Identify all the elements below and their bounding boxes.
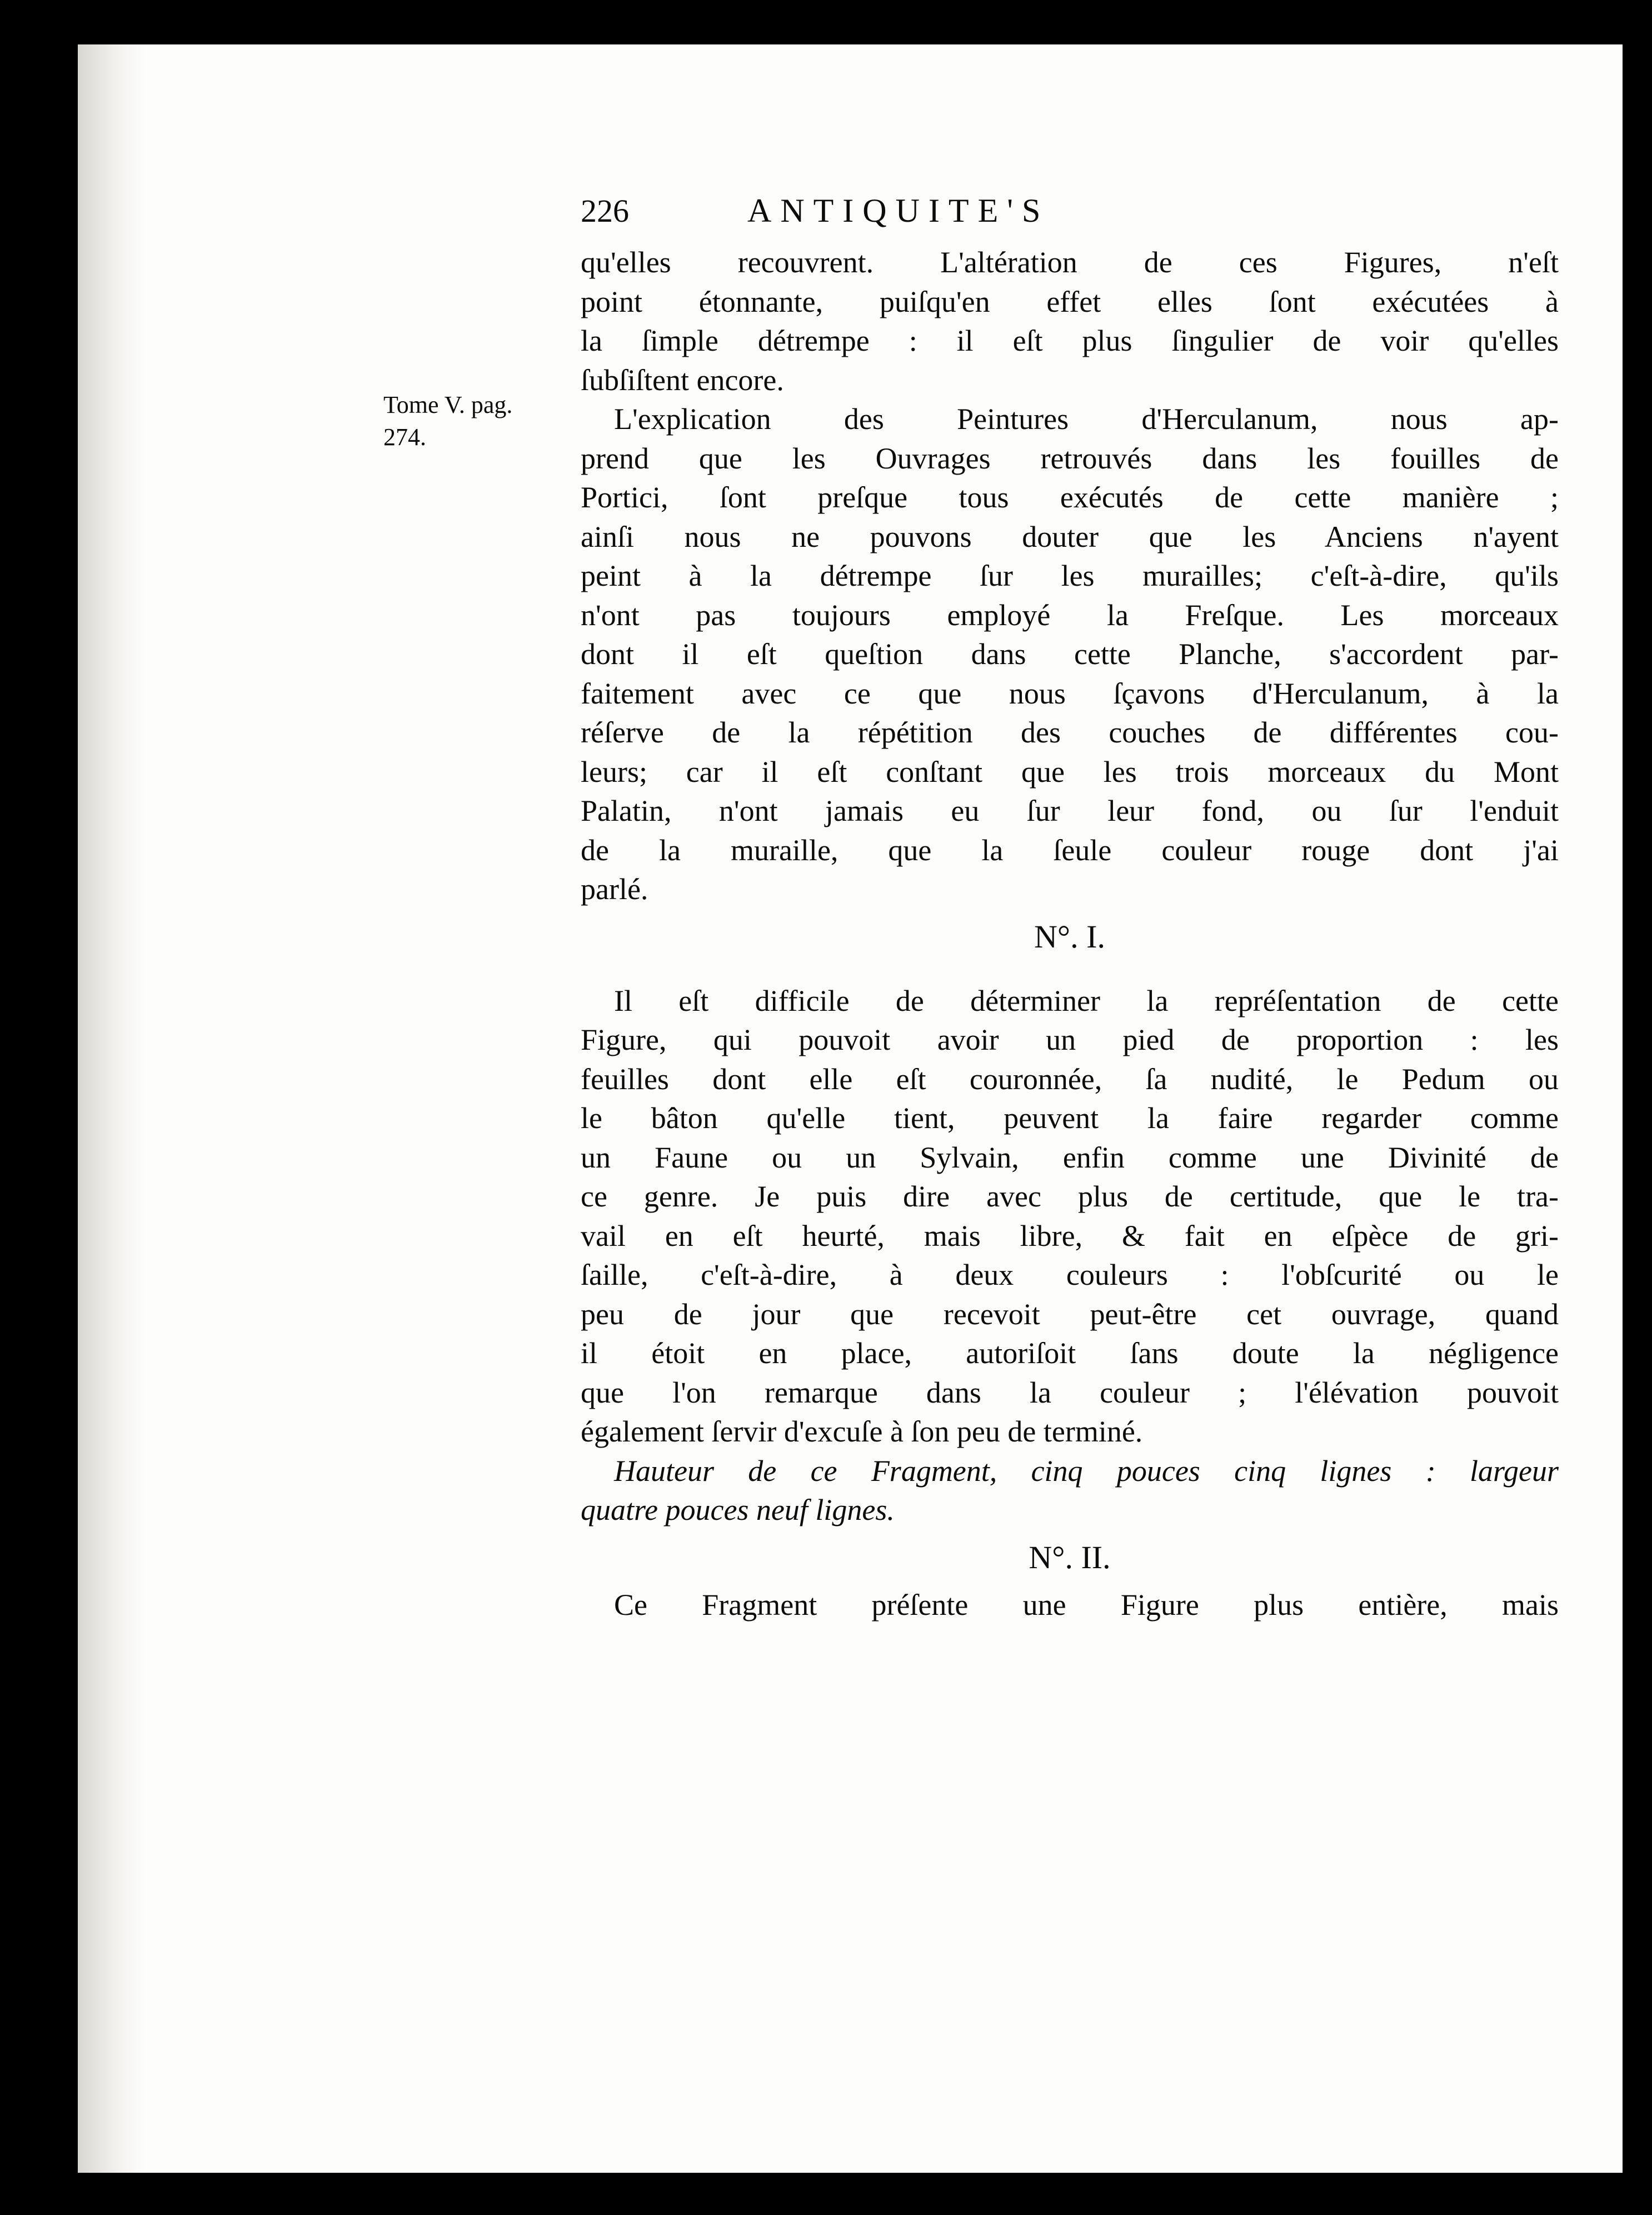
text-line: Il eſt difficile de déterminer la repréſentation de cette [614, 984, 1559, 1017]
text-line: également ſervir d'excuſe à ſon peu de terminé. [581, 1415, 1143, 1448]
text-line: leurs; car il eſt conſtant que les trois morceaux du Mont [581, 755, 1559, 789]
text-line: ſubſiſtent encore. [581, 363, 784, 397]
section-heading: N°. II. [1029, 1539, 1111, 1575]
margin-note-line: 274. [383, 423, 426, 451]
text-line: que l'on remarque dans la couleur ; l'élévation pouvoit [581, 1375, 1559, 1409]
running-head [581, 192, 1559, 242]
text-line: parlé. [581, 872, 648, 906]
text-line: dont il eſt queſtion dans cette Planche, s'accordent par- [581, 637, 1559, 671]
margin-note [383, 389, 567, 453]
text-line: feuilles dont elle eſt couronnée, ſa nudité, le Pedum ou [581, 1062, 1559, 1096]
measure-line: quatre pouces neuf lignes. [581, 1493, 895, 1526]
section-heading: N°. I. [1034, 918, 1105, 955]
text-line: Palatin, n'ont jamais eu ſur leur fond, ou ſur l'enduit [581, 794, 1559, 827]
text-line: Portici, ſont preſque tous exécutés de cette manière ; [581, 481, 1559, 514]
page-number: 226 [581, 193, 629, 229]
text-line: L'explication des Peintures d'Herculanum, nous ap- [614, 402, 1559, 436]
text-line: Figure, qui pouvoit avoir un pied de proportion : les [581, 1023, 1559, 1056]
text-line: n'ont pas toujours employé la Freſque. Les morceaux [581, 598, 1559, 632]
book-page [78, 44, 1623, 2173]
margin-note-line: Tome V. pag. [383, 391, 513, 418]
text-line: qu'elles recouvrent. L'altération de ces Figures, n'eſt [581, 246, 1559, 279]
text-line: vail en eſt heurté, mais libre, & fait en eſpèce de gri- [581, 1219, 1559, 1253]
text-line: ainſi nous ne pouvons douter que les Anciens n'ayent [581, 520, 1559, 553]
text-line: peu de jour que recevoit peut-être cet ouvrage, quand [581, 1297, 1559, 1331]
text-line: il étoit en place, autoriſoit ſans doute la négligence [581, 1336, 1559, 1370]
text-line: peint à la détrempe ſur les murailles; c'eſt-à-dire, qu'ils [581, 559, 1559, 592]
text-line: prend que les Ouvrages retrouvés dans les fouilles de [581, 441, 1559, 475]
text-line: point étonnante, puiſqu'en effet elles ſont exécutées à [581, 285, 1559, 318]
text-line: Ce Fragment préſente une Figure plus entière, mais [614, 1588, 1559, 1622]
text-line: réſerve de la répétition des couches de différentes cou- [581, 716, 1559, 749]
text-line: le bâton qu'elle tient, peuvent la faire regarder comme [581, 1101, 1559, 1135]
measure-line: Hauteur de ce Fragment, cinq pouces cinq lignes : largeur [614, 1454, 1559, 1488]
running-title: ANTIQUITE'S [747, 192, 1050, 229]
text-line: la ſimple détrempe : il eſt plus ſingulier de voir qu'elles [581, 324, 1559, 357]
text-line: faitement avec ce que nous ſçavons d'Herculanum, à la [581, 676, 1559, 710]
text-block [581, 192, 1559, 1624]
text-line: de la muraille, que la ſeule couleur rouge dont j'ai [581, 833, 1559, 867]
gutter-shadow [78, 44, 144, 2173]
text-line: un Faune ou un Sylvain, enfin comme une Divinité de [581, 1140, 1559, 1174]
spacer [581, 965, 1559, 981]
text-line: ce genre. Je puis dire avec plus de certitude, que le tra- [581, 1180, 1559, 1213]
text-line: ſaille, c'eſt-à-dire, à deux couleurs : l'obſcurité ou le [581, 1258, 1559, 1291]
